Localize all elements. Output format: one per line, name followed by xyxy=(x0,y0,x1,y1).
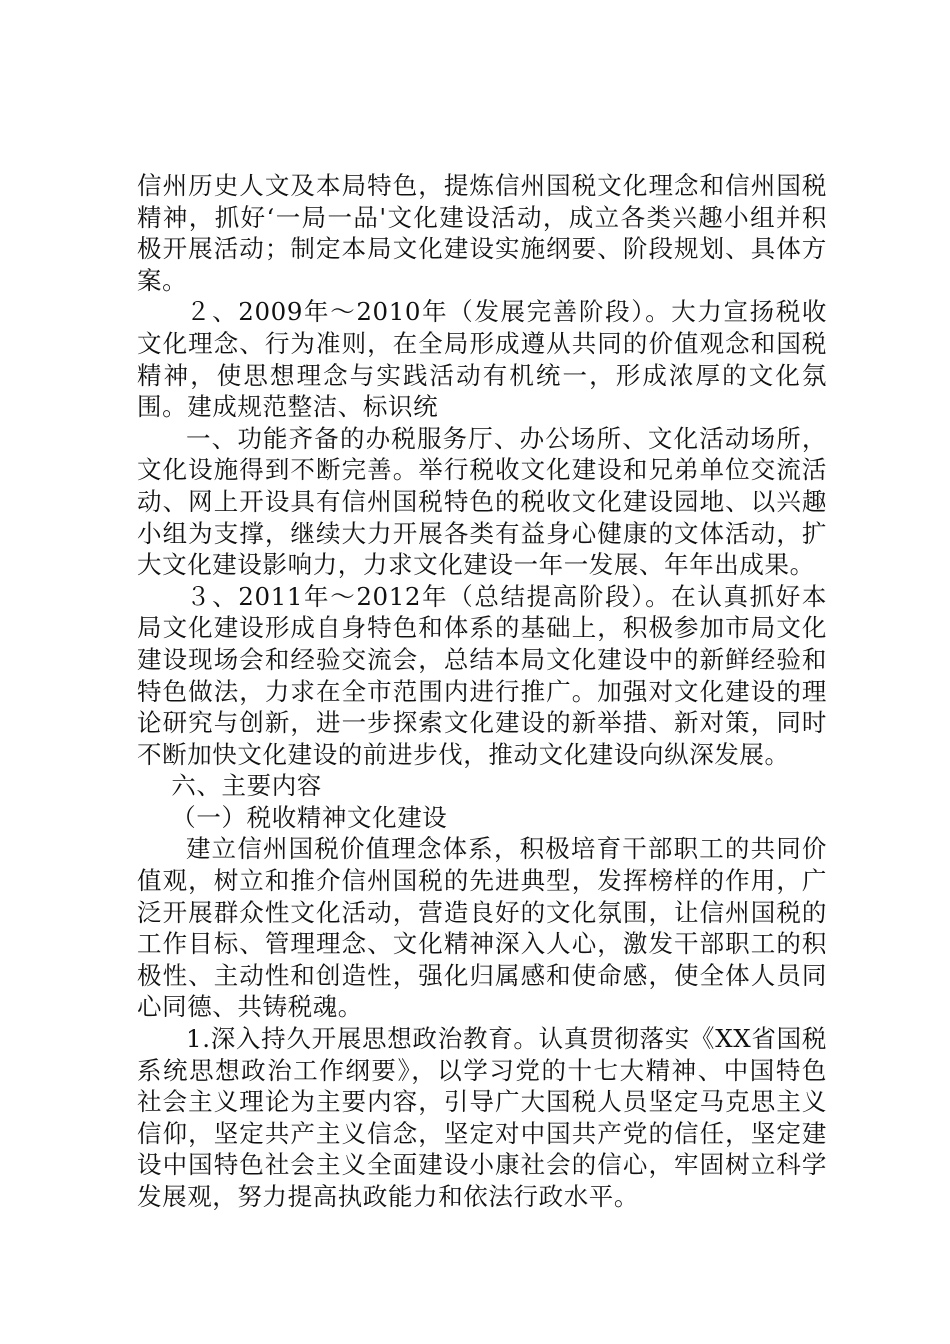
paragraph-stage-2-continued: 一、功能齐备的办税服务厅、办公场所、文化活动场所，文化设施得到不断完善。举行税收文化建设和兄弟单位交流活动、网上开设具有信州国税特色的税收文化建设园地、以兴趣小组为支撑，继续大力开展各类有益身心健康的文体活动，扩大文化建设影响力，力求文化建设一年一发展、年年出成果。 xyxy=(137,423,827,580)
paragraph-political-education: 1.深入持久开展思想政治教育。认真贯彻落实《XX省国税系统思想政治工作纲要》，以学习党的十七大精神、中国特色社会主义理论为主要内容，引导广大国税人员坚定马克思主义信仰，坚定共产主义信念，坚定对中国共产党的信任，坚定建设中国特色社会主义全面建设小康社会的信心，牢固树立科学发展观，努力提高执政能力和依法行政水平。 xyxy=(137,1024,827,1211)
subsection-heading-spiritual-culture: （一）税收精神文化建设 xyxy=(171,802,448,832)
section-heading-main-content: 六、主要内容 xyxy=(171,771,322,801)
paragraph-continuation: 信州历史人文及本局特色，提炼信州国税文化理念和信州国税精神，抓好‘一局一品'文化建设活动，成立各类兴趣小组并积极开展活动；制定本局文化建设实施纲要、阶段规划、具体方案。 xyxy=(137,171,827,295)
paragraph-value-system: 建立信州国税价值理念体系，积极培育干部职工的共同价值观，树立和推介信州国税的先进典型，发挥榜样的作用，广泛开展群众性文化活动，营造良好的文化氛围，让信州国税的工作目标、管理理念、文化精神深入人心，激发干部职工的积极性、主动性和创造性，强化归属感和使命感，使全体人员同心同德、共铸税魂。 xyxy=(137,834,827,1022)
document-body xyxy=(137,170,827,1213)
paragraph-stage-2: ２、2009年～2010年（发展完善阶段）。大力宣扬税收文化理念、行为准则，在全局形成遵从共同的价值观念和国税精神，使思想理念与实践活动有机统一，形成浓厚的文化氛围。建成规范整洁、标识统 xyxy=(137,297,827,422)
paragraph-stage-3: ３、2011年～2012年（总结提高阶段）。在认真抓好本局文化建设形成自身特色和体系的基础上，积极参加市局文化建设现场会和经验交流会，总结本局文化建设中的新鲜经验和特色做法，力求在全市范围内进行推广。加强对文化建设的理论研究与创新，进一步探索文化建设的新举措、新对策，同时不断加快文化建设的前进步伐，推动文化建设向纵深发展。 xyxy=(137,581,827,769)
